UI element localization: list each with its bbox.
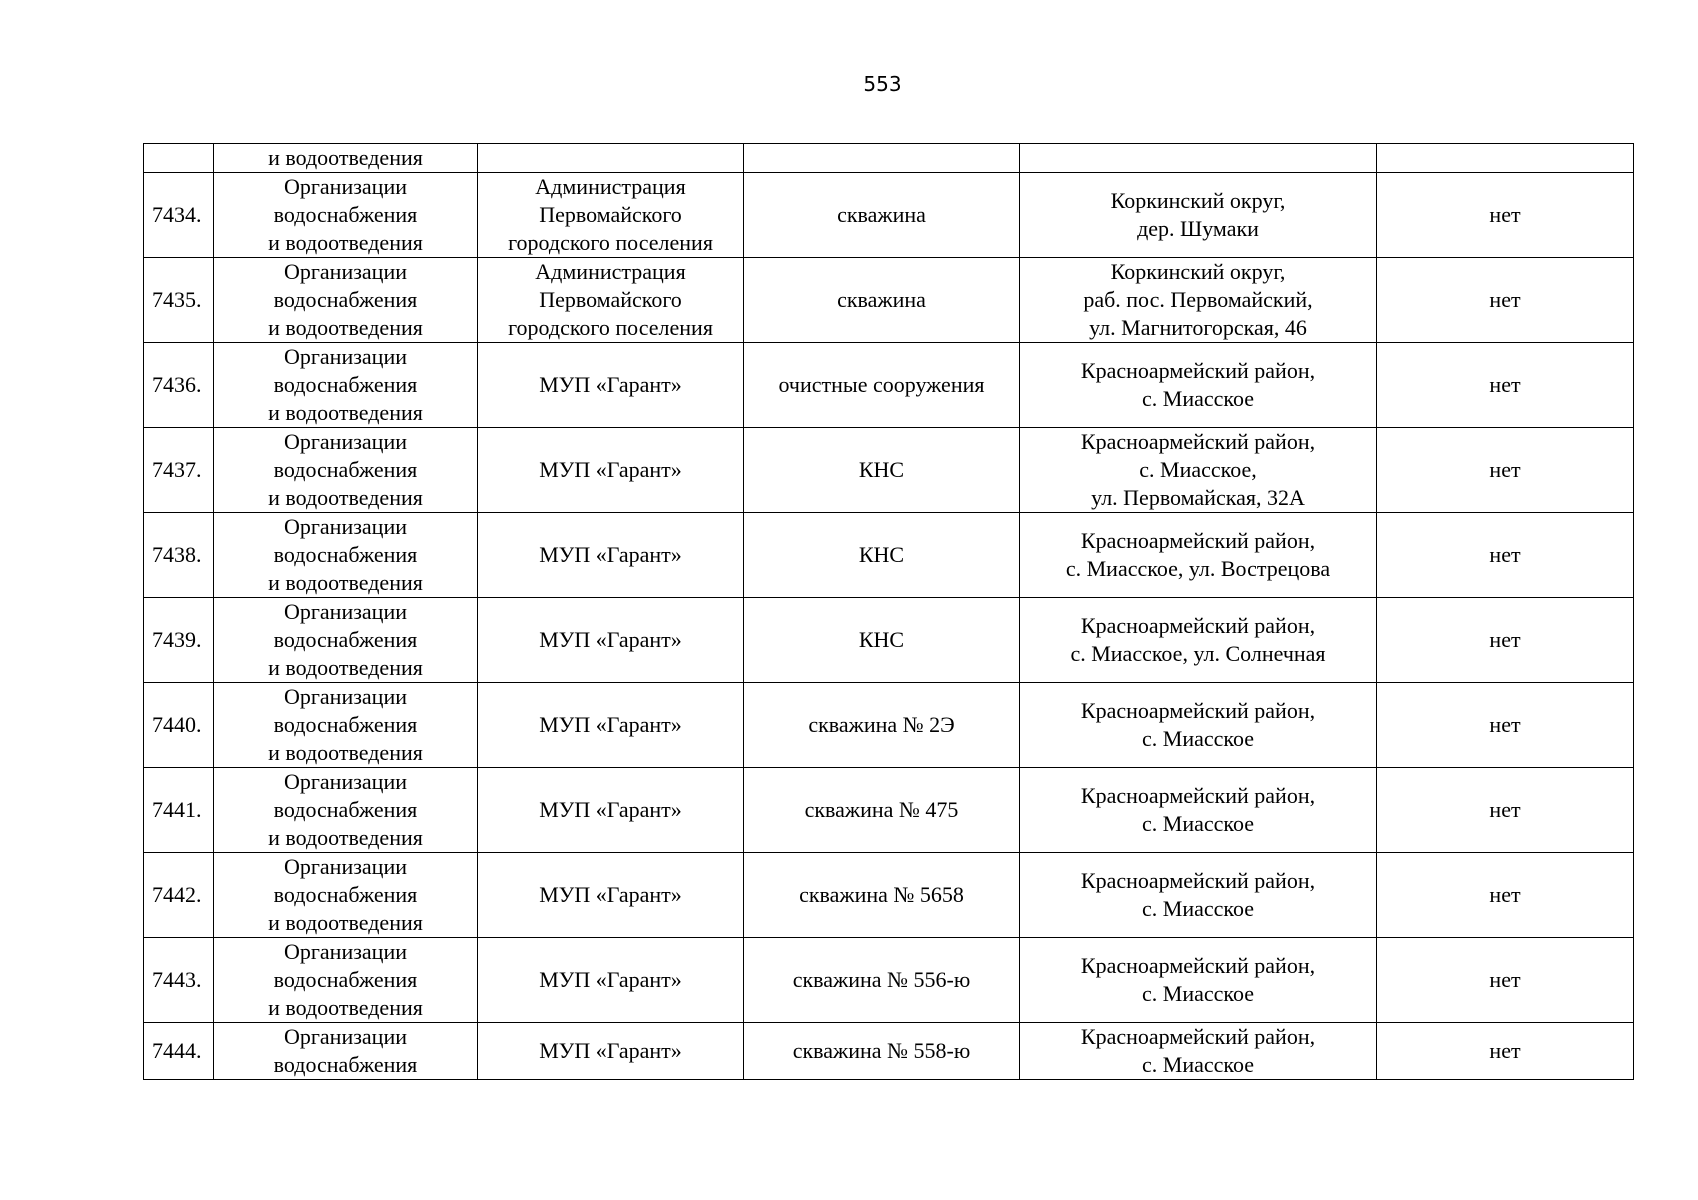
table-row <box>144 173 1634 258</box>
address-cell-line: раб. пос. Первомайский, <box>1083 287 1313 312</box>
address-cell-line: с. Миасское, ул. Солнечная <box>1070 641 1326 666</box>
category-cell-line: и водоотведения <box>268 400 423 425</box>
category-cell-line: водоснабжения <box>273 967 418 992</box>
status-cell: нет <box>1377 1023 1634 1080</box>
address-cell <box>1020 513 1377 598</box>
table-row <box>144 598 1634 683</box>
category-cell-line: водоснабжения <box>273 712 418 737</box>
category-cell-line: и водоотведения <box>268 655 423 680</box>
object-type-cell-line: очистные сооружения <box>778 372 985 397</box>
category-cell-line: и водоотведения <box>268 145 423 170</box>
category-cell <box>214 683 478 768</box>
object-type-cell <box>744 173 1020 258</box>
organization-cell-line: МУП «Гарант» <box>539 542 682 567</box>
address-cell-line: с. Миасское <box>1142 811 1254 836</box>
address-cell-line: с. Миасское <box>1142 726 1254 751</box>
object-type-cell <box>744 513 1020 598</box>
organization-cell-line: МУП «Гарант» <box>539 627 682 652</box>
category-cell-line: водоснабжения <box>273 202 418 227</box>
organization-cell <box>478 428 744 513</box>
row-number-cell: 7442. <box>144 853 214 938</box>
category-cell-line: Организации <box>284 429 407 454</box>
status-cell: нет <box>1377 853 1634 938</box>
address-cell <box>1020 683 1377 768</box>
status-cell: нет <box>1377 683 1634 768</box>
organization-cell <box>478 938 744 1023</box>
table-row <box>144 343 1634 428</box>
object-type-cell-line: скважина № 5658 <box>799 882 964 907</box>
object-type-cell <box>744 853 1020 938</box>
address-cell-line: с. Миасское <box>1142 1052 1254 1077</box>
object-type-cell-line: КНС <box>858 627 905 652</box>
row-number-cell: 7437. <box>144 428 214 513</box>
status-cell: нет <box>1377 598 1634 683</box>
organization-cell <box>478 513 744 598</box>
category-cell-line: Организации <box>284 854 407 879</box>
address-cell-line: Красноармейский район, <box>1080 429 1316 454</box>
category-cell <box>214 343 478 428</box>
organization-cell <box>478 768 744 853</box>
address-cell-line: с. Миасское, <box>1139 457 1257 482</box>
object-type-cell <box>744 258 1020 343</box>
category-cell <box>214 1023 478 1080</box>
category-cell <box>214 258 478 343</box>
address-cell-line: Красноармейский район, <box>1080 528 1316 553</box>
category-cell-line: водоснабжения <box>273 457 418 482</box>
organization-cell-line: Первомайского <box>539 202 682 227</box>
address-cell <box>1020 258 1377 343</box>
category-cell-line: и водоотведения <box>268 485 423 510</box>
address-cell-line: дер. Шумаки <box>1137 216 1259 241</box>
registry-table <box>143 143 1634 1080</box>
table-row <box>144 683 1634 768</box>
address-cell-line: Красноармейский район, <box>1080 953 1316 978</box>
address-cell-line: Красноармейский район, <box>1080 358 1316 383</box>
address-cell-line: ул. Первомайская, 32А <box>1091 485 1305 510</box>
object-type-cell <box>744 1023 1020 1080</box>
category-cell-line: водоснабжения <box>273 1052 418 1077</box>
organization-cell-line: Администрация <box>535 174 686 199</box>
object-type-cell <box>744 428 1020 513</box>
object-type-cell-line: скважина № 2Э <box>808 712 955 737</box>
category-cell-line: и водоотведения <box>268 995 423 1020</box>
address-cell-line: Красноармейский район, <box>1080 868 1316 893</box>
object-type-cell <box>744 343 1020 428</box>
category-cell-line: Организации <box>284 1024 407 1049</box>
category-cell <box>214 598 478 683</box>
category-cell-line: и водоотведения <box>268 315 423 340</box>
category-cell-line: и водоотведения <box>268 570 423 595</box>
category-cell-line: Организации <box>284 259 407 284</box>
row-number-cell: 7440. <box>144 683 214 768</box>
address-cell-line: Красноармейский район, <box>1080 1024 1316 1049</box>
object-type-cell <box>744 144 1020 173</box>
address-cell-line: с. Миасское <box>1142 896 1254 921</box>
organization-cell-line: городского поселения <box>508 315 713 340</box>
row-number-cell: 7443. <box>144 938 214 1023</box>
address-cell-line: Коркинский округ, <box>1110 259 1286 284</box>
table-row <box>144 853 1634 938</box>
object-type-cell-line: скважина № 556-ю <box>792 967 971 992</box>
object-type-cell <box>744 598 1020 683</box>
address-cell <box>1020 1023 1377 1080</box>
table-row <box>144 1023 1634 1080</box>
table-row <box>144 258 1634 343</box>
category-cell <box>214 428 478 513</box>
status-cell: нет <box>1377 173 1634 258</box>
category-cell-line: Организации <box>284 769 407 794</box>
address-cell-line: с. Миасское, ул. Вострецова <box>1065 556 1331 581</box>
table-row <box>144 513 1634 598</box>
status-cell: нет <box>1377 768 1634 853</box>
category-cell-line: и водоотведения <box>268 910 423 935</box>
category-cell-line: водоснабжения <box>273 882 418 907</box>
status-cell: нет <box>1377 343 1634 428</box>
page-number: 553 <box>863 72 902 96</box>
category-cell-line: Организации <box>284 514 407 539</box>
organization-cell <box>478 1023 744 1080</box>
organization-cell <box>478 258 744 343</box>
table-row <box>144 428 1634 513</box>
table-row <box>144 144 1634 173</box>
category-cell-line: водоснабжения <box>273 542 418 567</box>
row-number-cell: 7439. <box>144 598 214 683</box>
organization-cell-line: городского поселения <box>508 230 713 255</box>
organization-cell-line: МУП «Гарант» <box>539 457 682 482</box>
object-type-cell <box>744 768 1020 853</box>
row-number-cell <box>144 144 214 173</box>
object-type-cell-line: скважина <box>837 287 926 312</box>
organization-cell-line: МУП «Гарант» <box>539 797 682 822</box>
category-cell-line: водоснабжения <box>273 287 418 312</box>
object-type-cell-line: КНС <box>858 457 905 482</box>
row-number-cell: 7441. <box>144 768 214 853</box>
address-cell <box>1020 428 1377 513</box>
category-cell-line: Организации <box>284 174 407 199</box>
status-cell <box>1377 144 1634 173</box>
organization-cell-line: Первомайского <box>539 287 682 312</box>
address-cell-line: Красноармейский район, <box>1080 613 1316 638</box>
table-row <box>144 768 1634 853</box>
object-type-cell <box>744 683 1020 768</box>
status-cell: нет <box>1377 938 1634 1023</box>
object-type-cell-line: скважина <box>837 202 926 227</box>
address-cell <box>1020 343 1377 428</box>
category-cell-line: и водоотведения <box>268 740 423 765</box>
table-row <box>144 938 1634 1023</box>
organization-cell-line: МУП «Гарант» <box>539 882 682 907</box>
address-cell-line: Красноармейский район, <box>1080 783 1316 808</box>
address-cell <box>1020 598 1377 683</box>
row-number-cell: 7444. <box>144 1023 214 1080</box>
organization-cell-line: МУП «Гарант» <box>539 967 682 992</box>
organization-cell-line: МУП «Гарант» <box>539 1038 682 1063</box>
object-type-cell-line: КНС <box>858 542 905 567</box>
category-cell-line: водоснабжения <box>273 372 418 397</box>
organization-cell-line: МУП «Гарант» <box>539 372 682 397</box>
address-cell <box>1020 144 1377 173</box>
address-cell-line: с. Миасское <box>1142 981 1254 1006</box>
category-cell-line: и водоотведения <box>268 825 423 850</box>
object-type-cell <box>744 938 1020 1023</box>
category-cell <box>214 513 478 598</box>
address-cell-line: с. Миасское <box>1142 386 1254 411</box>
category-cell-line: Организации <box>284 599 407 624</box>
address-cell <box>1020 768 1377 853</box>
row-number-cell: 7435. <box>144 258 214 343</box>
category-cell-line: водоснабжения <box>273 627 418 652</box>
organization-cell <box>478 853 744 938</box>
category-cell-line: Организации <box>284 939 407 964</box>
category-cell-line: водоснабжения <box>273 797 418 822</box>
organization-cell <box>478 598 744 683</box>
row-number-cell: 7438. <box>144 513 214 598</box>
category-cell <box>214 173 478 258</box>
address-cell <box>1020 938 1377 1023</box>
organization-cell-line: Администрация <box>535 259 686 284</box>
organization-cell <box>478 173 744 258</box>
category-cell <box>214 938 478 1023</box>
address-cell-line: Коркинский округ, <box>1110 188 1286 213</box>
address-cell-line: ул. Магнитогорская, 46 <box>1089 315 1307 340</box>
category-cell-line: Организации <box>284 344 407 369</box>
organization-cell-line: МУП «Гарант» <box>539 712 682 737</box>
object-type-cell-line: скважина № 558-ю <box>792 1038 971 1063</box>
row-number-cell: 7434. <box>144 173 214 258</box>
address-cell <box>1020 173 1377 258</box>
address-cell-line: Красноармейский район, <box>1080 698 1316 723</box>
category-cell <box>214 853 478 938</box>
status-cell: нет <box>1377 258 1634 343</box>
organization-cell <box>478 144 744 173</box>
category-cell-line: и водоотведения <box>268 230 423 255</box>
status-cell: нет <box>1377 428 1634 513</box>
organization-cell <box>478 683 744 768</box>
category-cell-line: Организации <box>284 684 407 709</box>
row-number-cell: 7436. <box>144 343 214 428</box>
object-type-cell-line: скважина № 475 <box>804 797 959 822</box>
status-cell: нет <box>1377 513 1634 598</box>
address-cell <box>1020 853 1377 938</box>
registry-table-body <box>144 144 1634 1080</box>
category-cell <box>214 768 478 853</box>
organization-cell <box>478 343 744 428</box>
category-cell <box>214 144 478 173</box>
